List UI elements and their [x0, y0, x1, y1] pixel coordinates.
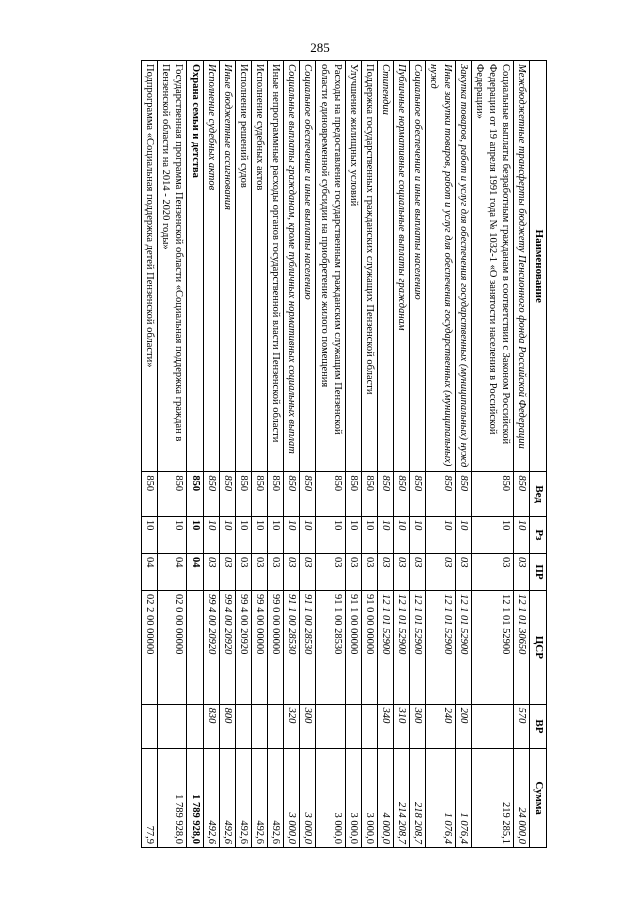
row-pr: 03 [219, 553, 235, 590]
row-pr: 03 [235, 553, 251, 590]
row-sum: 3 000,0 [345, 749, 361, 848]
row-sum: 24 000,0 [514, 749, 530, 848]
row-pr: 04 [187, 553, 203, 590]
row-rz: 10 [300, 516, 316, 553]
row-name: Иные закупки товаров, работ и услуг для обеспечения государственных (муниципальных) нужд [426, 61, 455, 472]
row-sum: 492,6 [252, 749, 268, 848]
row-vr: 570 [514, 704, 530, 748]
row-sum: 492,6 [235, 749, 251, 848]
row-name: Исполнение судебных актов [203, 61, 219, 472]
row-pr: 04 [142, 553, 158, 590]
row-rz: 10 [219, 516, 235, 553]
row-pr: 04 [158, 553, 187, 590]
row-sum: 1 076,4 [426, 749, 455, 848]
row-vr: 300 [410, 704, 426, 748]
row-vedomstvo: 850 [345, 472, 361, 516]
table-header-row [530, 61, 547, 848]
row-name: Социальное обеспечение и иные выплаты населению [300, 61, 316, 472]
row-csr [187, 591, 203, 705]
row-rz: 10 [142, 516, 158, 553]
row-vedomstvo: 850 [471, 472, 513, 516]
row-vedomstvo: 850 [394, 472, 410, 516]
row-name: Охрана семьи и детства [187, 61, 203, 472]
row-csr: 02 2 00 00000 [142, 591, 158, 705]
table-row [268, 61, 284, 848]
row-sum: 492,6 [219, 749, 235, 848]
row-name: Подпрограмма «Социальная поддержка детей Пензенской области» [142, 61, 158, 472]
row-vedomstvo: 850 [142, 472, 158, 516]
row-rz: 10 [378, 516, 394, 553]
table-row [252, 61, 268, 848]
row-vedomstvo: 850 [219, 472, 235, 516]
row-csr: 02 0 00 00000 [158, 591, 187, 705]
table-row [345, 61, 361, 848]
row-csr: 12 1 01 52900 [410, 591, 426, 705]
rotated-budget-page [87, 60, 547, 848]
row-rz: 10 [345, 516, 361, 553]
row-vr: 300 [300, 704, 316, 748]
row-csr: 99 4 00 00000 [252, 591, 268, 705]
header-csr: ЦСР [530, 591, 547, 705]
row-vedomstvo: 850 [514, 472, 530, 516]
row-name: Иные бюджетные ассигнования [219, 61, 235, 472]
row-sum: 3 000,0 [361, 749, 377, 848]
row-name: Стипендии [378, 61, 394, 472]
row-rz: 10 [394, 516, 410, 553]
row-csr: 91 1 00 28530 [300, 591, 316, 705]
row-sum: 218 208,7 [410, 749, 426, 848]
row-csr: 99 4 00 20920 [203, 591, 219, 705]
row-vr [235, 704, 251, 748]
row-vedomstvo: 850 [426, 472, 455, 516]
row-vedomstvo: 850 [203, 472, 219, 516]
row-name: Межбюджетные трансферты бюджету Пенсионного фонда Российской Федерации [514, 61, 530, 472]
row-vr: 310 [394, 704, 410, 748]
row-vr: 800 [219, 704, 235, 748]
row-vr: 320 [284, 704, 300, 748]
row-vr [158, 704, 187, 748]
row-rz: 10 [252, 516, 268, 553]
row-name: Исполнение судебных актов [252, 61, 268, 472]
row-pr: 03 [252, 553, 268, 590]
row-name: Улучшение жилищных условий [345, 61, 361, 472]
row-vedomstvo: 850 [284, 472, 300, 516]
row-pr: 03 [514, 553, 530, 590]
table-row [203, 61, 219, 848]
table-body [142, 61, 530, 848]
row-pr: 03 [316, 553, 345, 590]
row-sum: 214 208,7 [394, 749, 410, 848]
row-pr: 03 [203, 553, 219, 590]
row-name: Социальные выплаты безработным гражданам в соответствии с Законом Российской Федерации от 19 апреля 1991 года № 1032-1 «О занятости населения в Российской Федерации» [471, 61, 513, 472]
row-pr: 03 [284, 553, 300, 590]
row-rz: 10 [455, 516, 471, 553]
row-name: Социальные выплаты гражданам, кроме публичных нормативных социальных выплат [284, 61, 300, 472]
row-name: Расходы на предоставление государственным гражданским служащим Пензенской области единовременной субсидии на приобретение жилого помещения [316, 61, 345, 472]
row-vr: 200 [455, 704, 471, 748]
table-row [187, 61, 203, 848]
row-pr: 03 [410, 553, 426, 590]
header-sum: Сумма [530, 749, 547, 848]
row-sum: 4 000,0 [378, 749, 394, 848]
row-name: Социальное обеспечение и иные выплаты населению [410, 61, 426, 472]
row-sum: 492,6 [268, 749, 284, 848]
budget-table [141, 60, 547, 848]
header-vedomstvo: Вед [530, 472, 547, 516]
row-vr [345, 704, 361, 748]
row-vedomstvo: 850 [316, 472, 345, 516]
row-vedomstvo: 850 [378, 472, 394, 516]
row-csr: 12 1 01 30650 [514, 591, 530, 705]
page-number: 285 [310, 40, 330, 55]
row-pr: 03 [426, 553, 455, 590]
row-pr: 03 [268, 553, 284, 590]
row-sum: 492,6 [203, 749, 219, 848]
row-name: Публичные нормативные социальные выплаты гражданам [394, 61, 410, 472]
row-pr: 03 [394, 553, 410, 590]
row-pr: 03 [361, 553, 377, 590]
table-row [514, 61, 530, 848]
row-vedomstvo: 850 [300, 472, 316, 516]
row-pr: 03 [471, 553, 513, 590]
row-vedomstvo: 850 [252, 472, 268, 516]
row-sum: 3 000,0 [300, 749, 316, 848]
row-pr: 03 [455, 553, 471, 590]
row-rz: 10 [361, 516, 377, 553]
table-row [316, 61, 345, 848]
row-name: Государственная программа Пензенской области «Социальная поддержка граждан в Пензенской области на 2014 - 2020 годы» [158, 61, 187, 472]
table-row [378, 61, 394, 848]
row-rz: 10 [284, 516, 300, 553]
row-rz: 10 [158, 516, 187, 553]
row-vedomstvo: 850 [235, 472, 251, 516]
table-row [284, 61, 300, 848]
row-vedomstvo: 850 [455, 472, 471, 516]
table-row [471, 61, 513, 848]
row-vedomstvo: 850 [361, 472, 377, 516]
row-vr [142, 704, 158, 748]
row-vr: 240 [426, 704, 455, 748]
table-row [426, 61, 455, 848]
row-pr: 03 [378, 553, 394, 590]
row-rz: 10 [187, 516, 203, 553]
row-rz: 10 [410, 516, 426, 553]
table-row [394, 61, 410, 848]
row-vr: 340 [378, 704, 394, 748]
header-rz: Рз [530, 516, 547, 553]
row-csr: 12 1 01 52900 [471, 591, 513, 705]
row-vedomstvo: 850 [410, 472, 426, 516]
row-pr: 03 [345, 553, 361, 590]
table-row [158, 61, 187, 848]
row-vedomstvo: 850 [187, 472, 203, 516]
header-vr: ВР [530, 704, 547, 748]
row-csr: 91 1 00 28530 [284, 591, 300, 705]
row-name: Поддержка государственных гражданских служащих Пензенской области [361, 61, 377, 472]
row-csr: 91 1 00 00000 [345, 591, 361, 705]
row-vr [187, 704, 203, 748]
row-sum: 1 076,4 [455, 749, 471, 848]
row-csr: 91 1 00 28530 [316, 591, 345, 705]
row-sum: 77,9 [142, 749, 158, 848]
row-csr: 12 1 01 52900 [426, 591, 455, 705]
row-vr [316, 704, 345, 748]
row-vedomstvo: 850 [158, 472, 187, 516]
row-name: Исполнение решений судов [235, 61, 251, 472]
row-vr [252, 704, 268, 748]
header-pr: ПР [530, 553, 547, 590]
row-csr: 12 1 01 52900 [378, 591, 394, 705]
row-name: Закупка товаров, работ и услуг для обеспечения государственных (муниципальных) нужд [455, 61, 471, 472]
row-rz: 10 [235, 516, 251, 553]
row-rz: 10 [471, 516, 513, 553]
row-sum: 1 789 928,0 [187, 749, 203, 848]
row-csr: 12 1 01 52900 [394, 591, 410, 705]
table-row [235, 61, 251, 848]
table-row [219, 61, 235, 848]
table-row [410, 61, 426, 848]
row-pr: 03 [300, 553, 316, 590]
row-sum: 3 000,0 [284, 749, 300, 848]
row-vr [471, 704, 513, 748]
row-csr: 99 4 00 20920 [219, 591, 235, 705]
table-row [300, 61, 316, 848]
row-csr: 99 0 00 00000 [268, 591, 284, 705]
row-sum: 1 789 928,0 [158, 749, 187, 848]
table-row [455, 61, 471, 848]
row-sum: 219 285,1 [471, 749, 513, 848]
row-rz: 10 [426, 516, 455, 553]
table-row [361, 61, 377, 848]
row-csr: 12 1 01 52900 [455, 591, 471, 705]
row-sum: 3 000,0 [316, 749, 345, 848]
row-rz: 10 [203, 516, 219, 553]
row-rz: 10 [268, 516, 284, 553]
table-row [142, 61, 158, 848]
row-vr [361, 704, 377, 748]
row-vr: 830 [203, 704, 219, 748]
row-rz: 10 [316, 516, 345, 553]
row-name: Иные непрограммные расходы органов государственной власти Пензенской области [268, 61, 284, 472]
row-csr: 99 4 00 20920 [235, 591, 251, 705]
row-vr [268, 704, 284, 748]
row-rz: 10 [514, 516, 530, 553]
row-csr: 91 0 00 00000 [361, 591, 377, 705]
header-name: Наименование [530, 61, 547, 472]
row-vedomstvo: 850 [268, 472, 284, 516]
